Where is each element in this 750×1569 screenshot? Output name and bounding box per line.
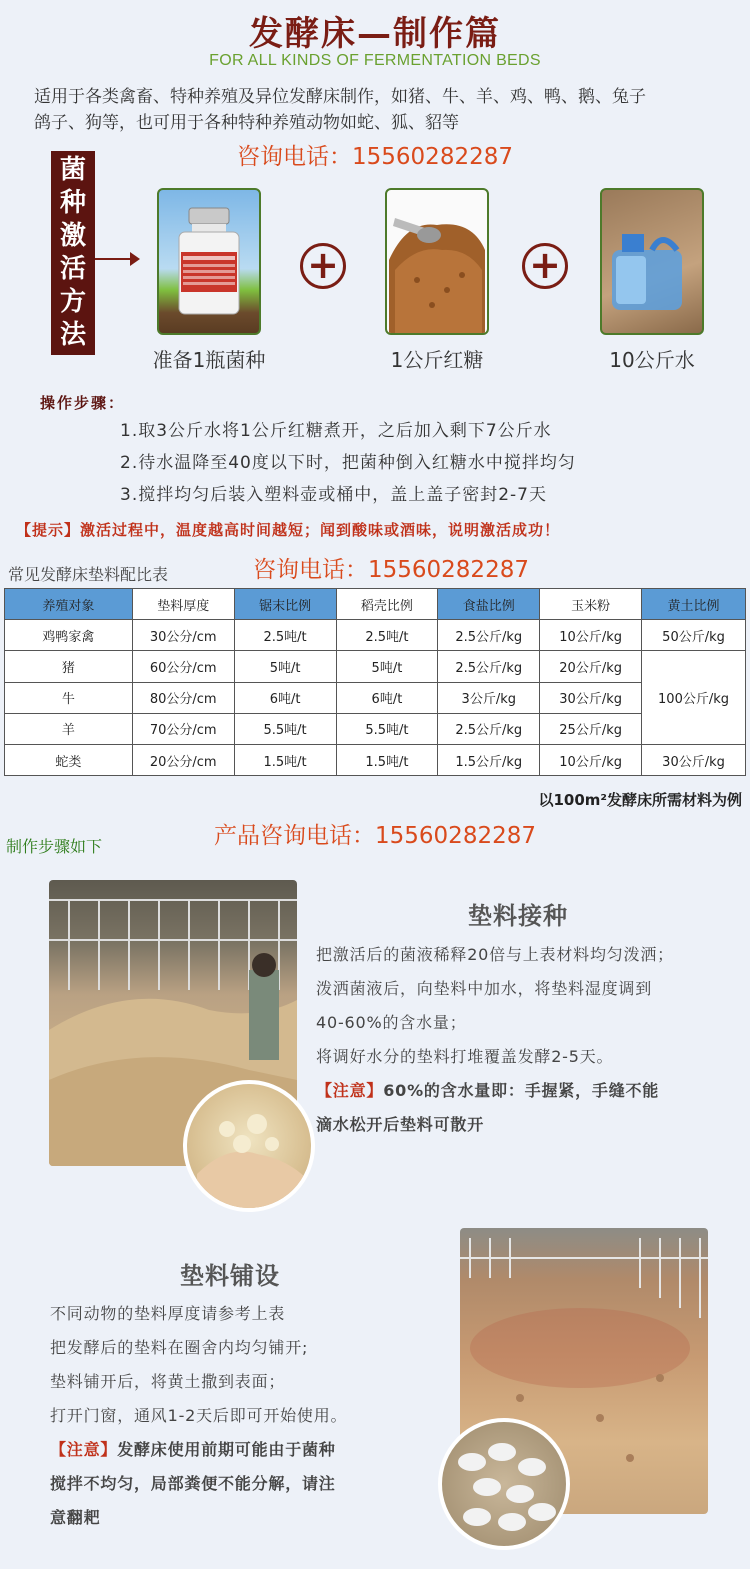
step-item: 3.搅拌均匀后装入塑料壶或桶中，盖上盖子密封2-7天 [120,485,547,505]
phone-consult: 产品咨询电话：15560282287 [214,823,536,849]
table-cell: 5.5吨/t [336,713,438,744]
table-cell: 10公斤/kg [540,620,642,651]
caption-starter: 准备1瓶菌种 [152,348,266,372]
table-cell: 3公斤/kg [438,682,540,713]
phone-consult: 咨询电话：15560282287 [237,144,513,170]
table-header-cell: 玉米粉 [540,589,642,620]
text-line: 40-60%的含水量； [316,1013,467,1032]
table-header-row [5,589,746,620]
warning-tag: 【注意】 [50,1440,118,1459]
table-cell: 5吨/t [234,651,336,682]
warning-text: 60%的含水量即：手握紧，手缝不能 [383,1081,660,1100]
table-row [5,744,746,775]
table-cell: 50公斤/kg [642,620,746,651]
table-header-cell: 稻壳比例 [336,589,438,620]
table-header-cell: 养殖对象 [5,589,133,620]
table-cell: 20公斤/kg [540,651,642,682]
warning-text: 发酵床使用前期可能由于菌种 [117,1440,336,1459]
bottle-icon [159,190,259,333]
brown-sugar-photo [385,188,489,335]
page-subtitle: FOR ALL KINDS OF FERMENTATION BEDS [209,52,541,69]
table-row [5,682,746,713]
table-cell-merged: 100公斤/kg [642,651,746,745]
table-cell: 羊 [5,713,133,744]
hand-with-bedding-icon [187,1084,311,1208]
ratio-table [4,588,746,776]
text-line: 把激活后的菌液稀释20倍与上表材料均匀泼洒； [316,945,674,964]
text-line: 把发酵后的垫料在圈舍内均匀铺开; [50,1338,309,1357]
table-cell: 10公斤/kg [540,744,642,775]
text-line: 打开门窗，通风1-2天后即可开始使用。 [50,1406,348,1425]
table-row [5,620,746,651]
section2-text [50,1297,450,1535]
arrow-line [95,258,133,260]
caption-water: 10公斤水 [609,348,695,372]
warning-text: 滴水松开后垫料可散开 [316,1115,485,1134]
table-cell: 1.5吨/t [234,744,336,775]
table-note: 以100m²发酵床所需材料为例 [538,791,742,809]
table-cell: 5吨/t [336,651,438,682]
table-cell: 25公斤/kg [540,713,642,744]
table-cell: 2.5吨/t [336,620,438,651]
section-title-inoculation: 垫料接种 [468,902,568,930]
table-header-cell: 垫料厚度 [132,589,234,620]
step-item: 1.取3公斤水将1公斤红糖煮开，之后加入剩下7公斤水 [120,421,552,441]
table-cell: 30公分/cm [132,620,234,651]
activation-method-label: 菌种激活方法 [51,151,95,355]
warning-text: 意翻耙 [50,1508,101,1527]
starter-bottle-photo [157,188,261,335]
text-line: 不同动物的垫料厚度请参考上表 [50,1304,286,1323]
table-cell: 6吨/t [336,682,438,713]
warning-text: 搅拌不均匀，局部粪便不能分解，请注 [50,1474,336,1493]
text-line: 泼洒菌液后，向垫料中加水，将垫料湿度调到 [316,979,653,998]
table-header-cell: 食盐比例 [438,589,540,620]
intro-text [34,84,724,136]
table-header-cell: 黄土比例 [642,589,746,620]
tip-text: 【提示】激活过程中，温度越高时间越短；闻到酸味或酒味，说明激活成功！ [16,521,561,539]
table-cell: 30公斤/kg [540,682,642,713]
table-title: 常见发酵床垫料配比表 [8,565,169,584]
table-cell: 猪 [5,651,133,682]
table-cell: 80公分/cm [132,682,234,713]
caption-sugar: 1公斤红糖 [390,348,484,372]
text-line: 垫料铺开后，将黄土撒到表面； [50,1372,286,1391]
table-cell: 2.5公斤/kg [438,620,540,651]
table-cell: 6吨/t [234,682,336,713]
warning-line [50,1433,450,1467]
section-title-spreading: 垫料铺设 [180,1262,280,1290]
plus-icon: + [300,243,346,289]
warning-line [316,1074,736,1108]
water-jug-icon [602,190,702,333]
table-cell: 1.5公斤/kg [438,744,540,775]
bedding-closeup-photo [183,1080,315,1212]
steps-title: 操作步骤： [40,394,126,412]
poultry-closeup-photo [438,1418,570,1550]
arrow-right-icon [130,252,140,266]
table-cell: 2.5吨/t [234,620,336,651]
intro-line: 适用于各类禽畜、特种养殖及异位发酵床制作，如猪、牛、羊、鸡、鸭、鹅、兔子 [34,87,646,107]
table-cell: 70公分/cm [132,713,234,744]
section1-text [316,938,736,1142]
table-cell: 30公斤/kg [642,744,746,775]
intro-line: 鸽子、狗等，也可用于各种特种养殖动物如蛇、狐、貂等 [34,113,459,133]
water-jug-photo [600,188,704,335]
page-title: 发酵床—制作篇 [249,14,501,54]
table-cell: 5.5吨/t [234,713,336,744]
table-cell: 20公分/cm [132,744,234,775]
step-item: 2.待水温降至40度以下时，把菌种倒入红糖水中搅拌均匀 [120,453,576,473]
table-cell: 2.5公斤/kg [438,713,540,744]
making-steps-label: 制作步骤如下 [6,837,103,856]
warning-tag: 【注意】 [316,1081,384,1100]
table-cell: 蛇类 [5,744,133,775]
table-row [5,651,746,682]
table-cell: 2.5公斤/kg [438,651,540,682]
brown-sugar-icon [387,190,487,333]
plus-icon: + [522,243,568,289]
phone-consult: 咨询电话：15560282287 [253,557,529,583]
text-line: 将调好水分的垫料打堆覆盖发酵2-5天。 [316,1047,614,1066]
table-cell: 1.5吨/t [336,744,438,775]
table-row [5,713,746,744]
ducks-icon [442,1422,566,1546]
table-header-cell: 锯末比例 [234,589,336,620]
table-cell: 牛 [5,682,133,713]
table-cell: 60公分/cm [132,651,234,682]
table-cell: 鸡鸭家禽 [5,620,133,651]
